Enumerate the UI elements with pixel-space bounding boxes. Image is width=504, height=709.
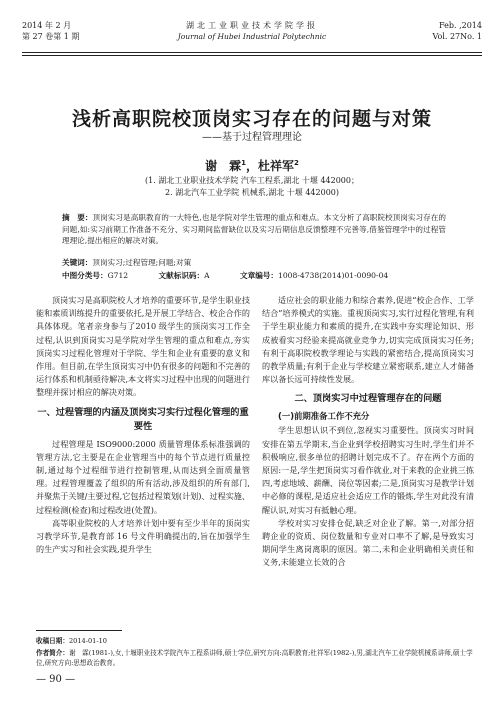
abstract: [62, 212, 446, 247]
header-volume-cn: 第 27 卷第 1 期: [22, 32, 80, 41]
author-sup-2: 2: [294, 159, 299, 167]
doc-code-label: 文献标识码：: [158, 271, 205, 280]
author-sup-1: 1: [241, 159, 246, 167]
author-bio-label: 作者简介：: [36, 649, 69, 657]
keywords: [62, 257, 462, 268]
article-subtitle: ——基于过程管理理论: [202, 132, 302, 143]
section-heading-2: 二、顶岗实习中过程管理存在的问题: [294, 393, 442, 405]
running-header: [22, 18, 482, 52]
keywords-text: 顶岗实习;过程管理;问题;对策: [92, 258, 192, 267]
classification-line: [62, 270, 462, 281]
article-id-value: 1008-4738(2014)01-0090-04: [277, 271, 389, 280]
clc-value: G712: [107, 271, 129, 280]
header-date-cn: 2014 年 2 月: [22, 21, 72, 30]
body-paragraph: 过程管理是 ISO9000:2000 质量管理体系标准强调的管理方法,它主要是在企业管理当中的每个节点进行质量控制,通过每个过程细节进行控制管理,从而达到全面质量管理。过程管理覆盖了组织的所有活动,涉及组织的所有部门,并聚焦于关键/主要过程,它包括过程策划(计划)、过程实施、过程检测(检查)和过程改进(处置)。: [36, 438, 250, 515]
header-journal-en: Journal of Hubei Industrial Polytechnic: [177, 32, 327, 41]
body-paragraph: 适应社会的职业能力和综合素养,促进“校企合作、工学结合”培养模式的实施。重视顶岗实习,实行过程化管理,有利于学生职业能力和素质的提升,在实践中夯实理论知识、形成被看实习经验来提高就业竞争力,切实完成顶岗实习任务;有利于高职院校教学理论与实践的紧密结合,提高顶岗实习的教学质量;有利于企业与学校建立紧密联系,建立人才储备库以备长远可持续性发展。: [262, 295, 474, 385]
footnote-author-bio: [36, 648, 476, 668]
header-rule-thick: [22, 52, 482, 53]
abstract-label: 摘 要：: [62, 213, 93, 222]
doc-code-value: A: [204, 271, 210, 280]
author-name-1: 谢 霖: [205, 159, 242, 173]
received-date: 2014-01-10: [68, 637, 107, 645]
body-column-right: [262, 294, 474, 570]
abstract-text: 顶岗实习是高职教育的一大特色,也是学院对学生管理的重点和难点。本文分析了高职院校顶岗实习存在的问题,如:实习前期工作准备不充分、实习期间监督缺位以及实习后期信息反馈整理不完善等,借鉴管理学中的过程管理理论,提出相应的解决对策。: [62, 213, 446, 245]
author-bio-text: 谢 霖(1981-),女,十堰职业技术学院汽车工程系讲师,硕士学位,研究方向:高职教育;杜祥军(1982-),男,湖北汽车工业学院机械系讲师,硕士学位,研究方向:思想政治教育。: [36, 649, 473, 667]
author-name-2: ，杜祥军: [246, 159, 295, 173]
clc-label: 中图分类号：: [62, 271, 108, 280]
article-title: 浅析高职院校顶岗实习存在的问题与对策: [71, 108, 432, 130]
header-journal-cn: 湖北工业职业技术学院学报: [186, 21, 318, 30]
header-date-en: Feb. ,2014: [439, 21, 482, 30]
affiliation-1: (1. 湖北工业职业技术学院 汽车工程系,湖北 十堰 442000；: [144, 176, 359, 185]
keywords-label: 关键词：: [62, 258, 93, 267]
header-journal-name: [22, 20, 482, 42]
body-paragraph: 学校对实习安排仓促,缺乏对企业了解。第一,对部分招聘企业的资质、岗位数量和专业对口率不了解,是导致实习期间学生离岗离职的原因。第二,未和企业明确相关责任和义务,未能建立长效的合: [262, 517, 474, 568]
page-number: — 90 —: [36, 674, 76, 685]
header-issue-en: [432, 20, 482, 42]
header-volume-en: Vol. 27No. 1: [432, 32, 482, 41]
footnote-received: [36, 636, 476, 646]
affiliation-2: 2. 湖北汽车工业学院 机械系,湖北 十堰 442000): [164, 188, 339, 197]
body-paragraph: 高等职业院校的人才培养计划中要有至少半年的顶岗实习教学环节,是教育部 16 号文件明确提出的,旨在加强学生的生产实习和社会实践,提升学生: [36, 517, 250, 555]
header-rule-thin: [22, 55, 482, 56]
subsection-heading-1: (一)前期准备工作不充分: [278, 411, 370, 422]
body-paragraph: 顶岗实习是高职院校人才培养的重要环节,是学生职业技能和素质训练提升的重要依托,是开展工学结合、校企合作的具体体现。笔者亲身参与了2010 级学生的顶岗实习工作全过程,认识到顶岗实习是学院对学生管理的重点和难点,夯实顶岗实习过程化管理对于学院、学生和企业有重要的意义和作用。但目前,在学生顶岗实习中仍有很多的问题和不完善的运行体系和机制亟待解决,本文将实习过程中出现的问题进行整理并探讨相应的解决对策。: [36, 295, 250, 398]
footnote-rule: [36, 630, 122, 631]
section-heading-1: 一、过程管理的内涵及顶岗实习实行过程化管理的重要性: [37, 406, 249, 432]
body-paragraph: 学生思想认识不到位,忽视实习重要性。顶岗实习时间安排在第五学期末,当企业到学校招聘实习生时,学生们并不积极响应,很多单位的招聘计划完成不了。存在两个方面的原因:一是,学生把顶岗实习看作就业,对于来教的企业挑三拣四,考虑地域、薪酬、岗位等因素;二是,顶岗实习是教学计划中必修的课程,是适应社会适应工作的锻炼,学生对此没有清醒认识,对实习有抵触心理。: [262, 425, 474, 515]
received-label: 收稿日期：: [36, 637, 69, 645]
body-column-left: [36, 294, 250, 556]
article-id-label: 文章编号：: [240, 271, 278, 280]
author-line: [0, 157, 504, 174]
